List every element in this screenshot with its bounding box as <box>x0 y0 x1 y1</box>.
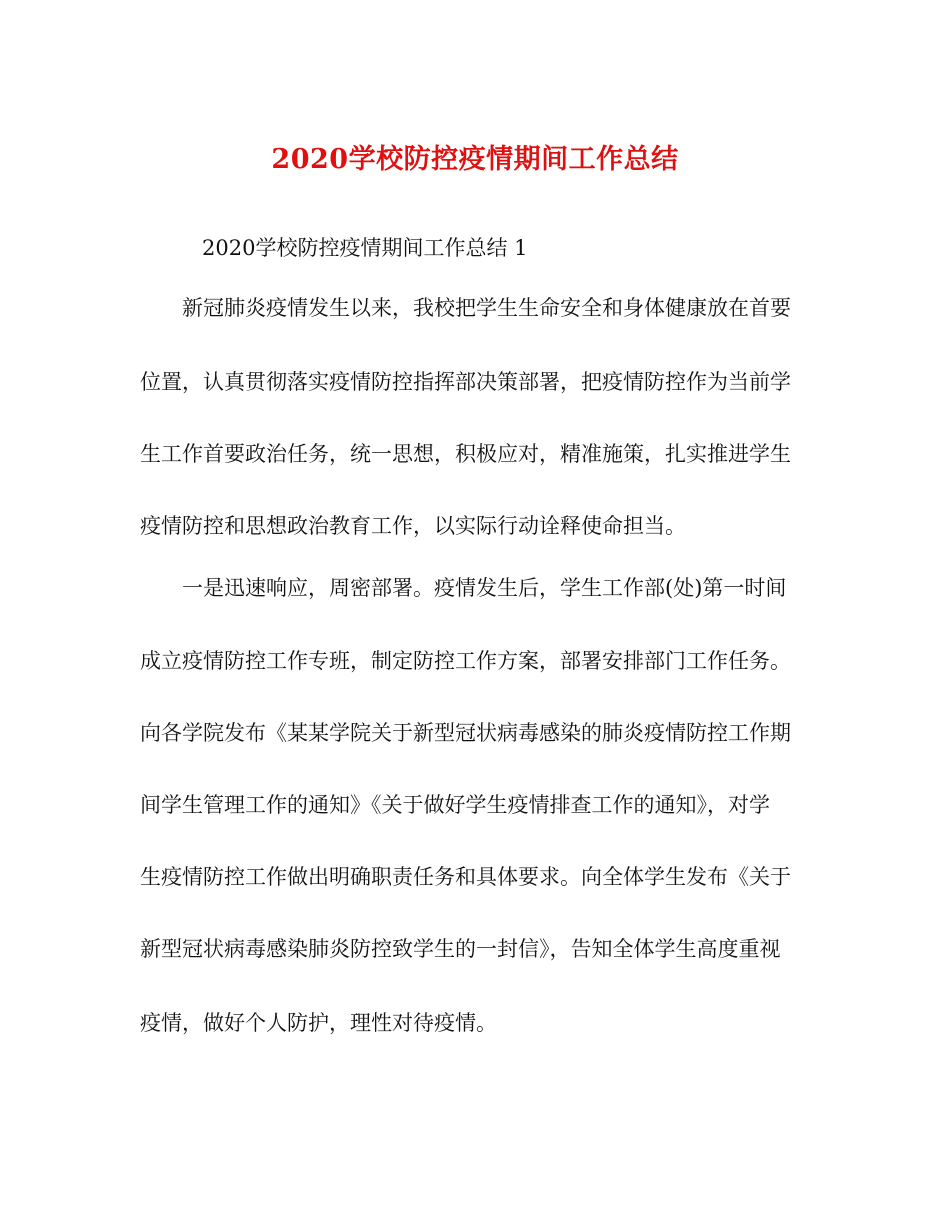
paragraph-line: 向各学院发布《某某学院关于新型冠状病毒感染的肺炎疫情防控工作期 <box>140 721 791 745</box>
paragraph-line: 间学生管理工作的通知》《关于做好学生疫情排查工作的通知》，对学 <box>140 793 770 817</box>
document-title: 2020学校防控疫情期间工作总结 <box>271 144 679 175</box>
paragraph-line: 生工作首要政治任务，统一思想，积极应对，精准施策，扎实推进学生 <box>140 442 791 466</box>
paragraph-line: 疫情防控和思想政治教育工作，以实际行动诠释使命担当。 <box>140 514 686 538</box>
section-subtitle: 2020学校防控疫情期间工作总结 1 <box>202 236 528 260</box>
paragraph-line: 疫情，做好个人防护，理性对待疫情。 <box>140 1011 497 1035</box>
paragraph-line: 成立疫情防控工作专班，制定防控工作方案，部署安排部门工作任务。 <box>140 649 791 673</box>
paragraph-line: 生疫情防控工作做出明确职责任务和具体要求。向全体学生发布《关于 <box>140 865 791 889</box>
paragraph-line: 位置，认真贯彻落实疫情防控指挥部决策部署，把疫情防控作为当前学 <box>140 370 791 394</box>
paragraph-line: 一是迅速响应，周密部署。疫情发生后，学生工作部(处)第一时间 <box>182 576 787 600</box>
paragraph-line: 新冠肺炎疫情发生以来，我校把学生生命安全和身体健康放在首要 <box>182 296 791 320</box>
paragraph-line: 新型冠状病毒感染肺炎防控致学生的一封信》，告知全体学生高度重视 <box>140 937 781 961</box>
